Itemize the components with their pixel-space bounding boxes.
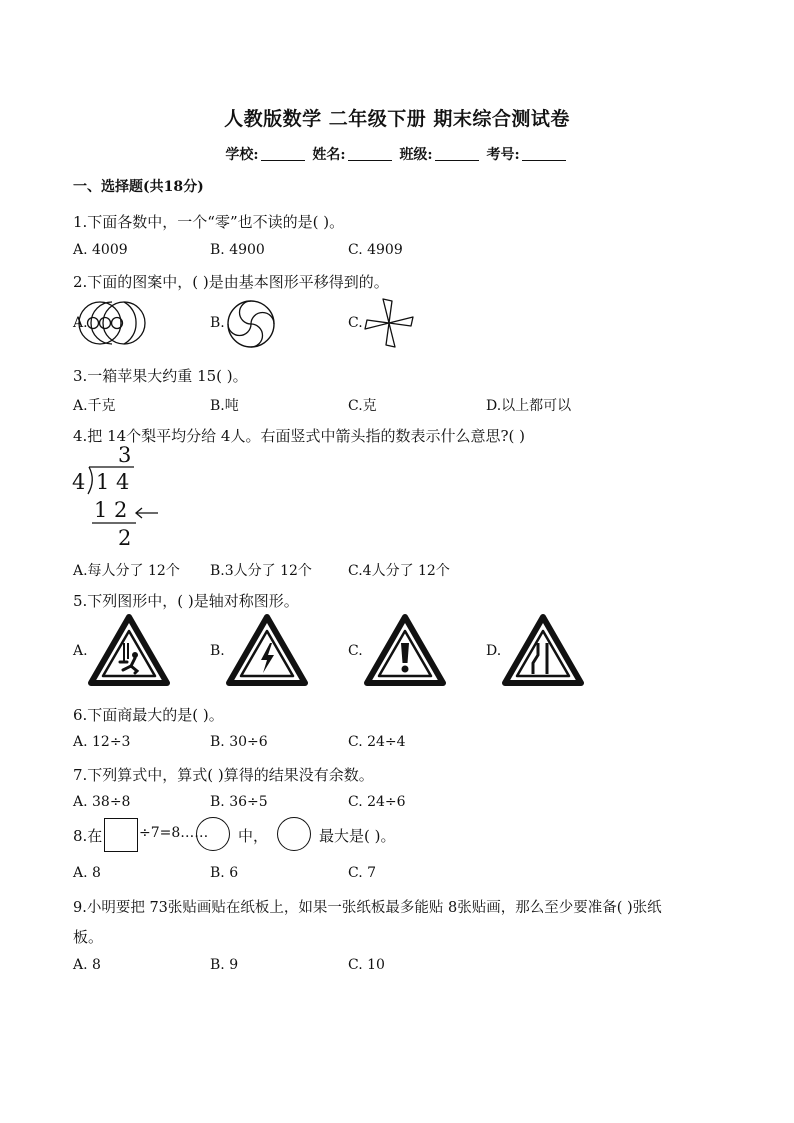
q4-option-a[interactable]: A.每人分了 12个	[73, 563, 180, 579]
falling-person-warning-icon	[87, 613, 171, 689]
pinwheel-icon	[363, 297, 415, 349]
exam-no-blank[interactable]	[522, 146, 566, 161]
question-6: 6.下面商最大的是( )。	[73, 706, 224, 724]
remainder-circle-2[interactable]	[277, 817, 311, 851]
q9-option-a[interactable]: A. 8	[73, 957, 101, 973]
ld-remainder: 2	[118, 526, 132, 550]
question-5: 5.下列图形中，( )是轴对称图形。	[73, 592, 299, 610]
q9-option-c[interactable]: C. 10	[348, 957, 385, 973]
page-title: 人教版数学 二年级下册 期末综合测试卷	[224, 108, 570, 130]
question-9-line1: 9.小明要把 73张贴画贴在纸板上，如果一张纸板最多能贴 8张贴画，那么至少要准备( )张纸	[73, 900, 662, 916]
class-blank[interactable]	[435, 146, 479, 161]
school-blank[interactable]	[261, 146, 305, 161]
student-info-line	[0, 144, 794, 164]
exclamation-warning-icon	[363, 613, 447, 689]
name-blank[interactable]	[348, 146, 392, 161]
remainder-circle[interactable]	[196, 817, 230, 851]
ld-product: 1 2	[94, 498, 128, 522]
question-4: 4.把 14个梨平均分给 4人。右面竖式中箭头指的数表示什么意思?( )	[73, 427, 525, 445]
question-1: 1.下面各数中，一个“零”也不读的是( )。	[73, 213, 345, 231]
question-9-line2: 板。	[73, 928, 104, 946]
q8-option-a[interactable]: A. 8	[73, 865, 101, 881]
ld-divisor: 4	[72, 470, 86, 494]
school-label: 学校:	[225, 147, 259, 163]
question-8-prefix: 8.在	[73, 827, 103, 845]
q4-option-b[interactable]: B.3人分了 12个	[210, 563, 312, 579]
q5-option-c[interactable]: C.	[348, 643, 363, 659]
high-voltage-warning-icon	[225, 613, 309, 689]
section-heading: 一、选择题(共18分)	[73, 179, 204, 195]
question-2: 2.下面的图案中，( )是由基本图形平移得到的。	[73, 273, 389, 291]
q5-option-d[interactable]: D.	[486, 643, 502, 659]
class-label: 班级:	[399, 147, 433, 163]
q1-option-b[interactable]: B. 4900	[210, 242, 265, 258]
question-8-mid: ÷7=8……	[139, 825, 209, 841]
q7-option-c[interactable]: C. 24÷6	[348, 794, 406, 810]
q5-option-b[interactable]: B.	[210, 643, 225, 659]
exam-no-label: 考号:	[486, 147, 520, 163]
q8-option-c[interactable]: C. 7	[348, 865, 377, 881]
q5-option-a[interactable]: A.	[73, 643, 88, 659]
arrow-left-icon	[134, 507, 160, 519]
q7-option-b[interactable]: B. 36÷5	[210, 794, 268, 810]
ld-quotient: 3	[118, 443, 132, 467]
q7-option-a[interactable]: A. 38÷8	[73, 794, 131, 810]
q2-option-c[interactable]: C.	[348, 315, 363, 331]
q3-option-d[interactable]: D.以上都可以	[486, 398, 572, 414]
q2-option-b[interactable]: B.	[210, 315, 225, 331]
q8-option-b[interactable]: B. 6	[210, 865, 239, 881]
q3-option-b[interactable]: B.吨	[210, 398, 239, 414]
name-label: 姓名:	[312, 147, 346, 163]
narrow-road-sign-icon	[501, 613, 585, 689]
q1-option-a[interactable]: A. 4009	[73, 242, 128, 258]
question-8-mid2: 中，	[238, 827, 269, 845]
q3-option-c[interactable]: C.克	[348, 398, 377, 414]
question-7: 7.下列算式中，算式( )算得的结果没有余数。	[73, 766, 374, 784]
q6-option-b[interactable]: B. 30÷6	[210, 734, 268, 750]
q4-option-c[interactable]: C.4人分了 12个	[348, 563, 450, 579]
question-3: 3.一箱苹果大约重 15( )。	[73, 367, 248, 385]
q3-option-a[interactable]: A.千克	[73, 398, 116, 414]
q6-option-a[interactable]: A. 12÷3	[73, 734, 131, 750]
question-8-suffix: 最大是( )。	[319, 827, 396, 845]
q9-option-b[interactable]: B. 9	[210, 957, 239, 973]
q1-option-c[interactable]: C. 4909	[348, 242, 403, 258]
dividend-box[interactable]	[104, 818, 138, 852]
rotated-swirl-icon	[225, 298, 277, 350]
ld-dividend: 1 4	[96, 470, 130, 494]
q2-option-a[interactable]: A.	[73, 315, 88, 331]
translated-crescents-icon	[86, 298, 166, 348]
q6-option-c[interactable]: C. 24÷4	[348, 734, 406, 750]
